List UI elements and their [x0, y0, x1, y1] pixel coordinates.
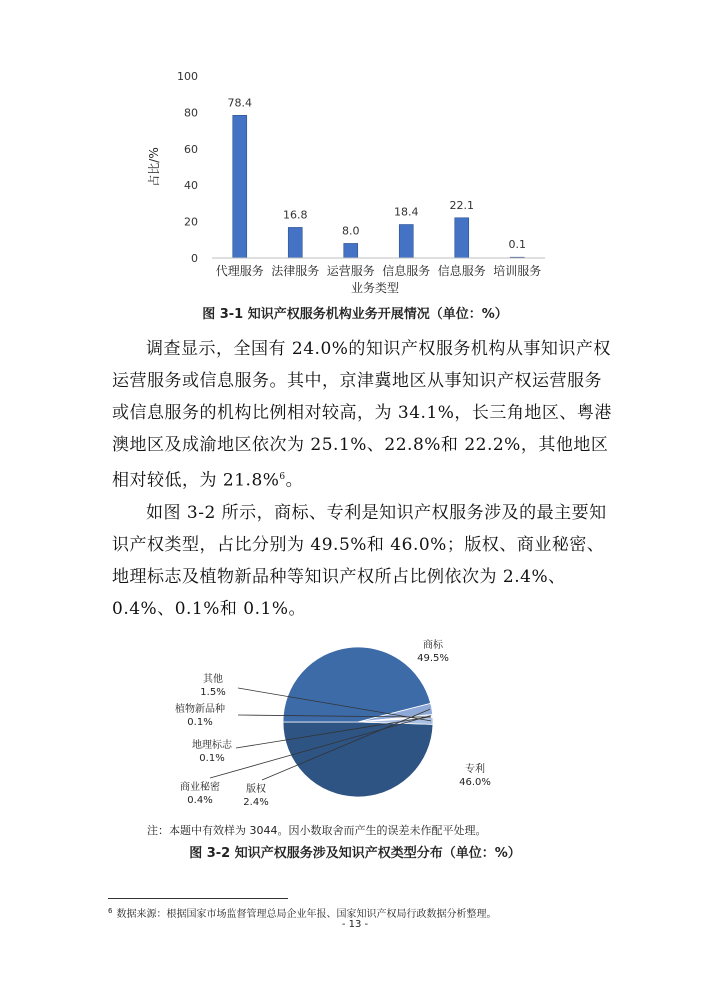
- paragraph-1: [112, 333, 612, 497]
- paragraph-1-text: 调查显示，全国有 24.0%的知识产权服务机构从事知识产权运营服务或信息服务。其中，京津冀地区从事知识产权运营服务或信息服务的机构比例相对较高，为 34.1%，长三角地区、粤港澳地区及成渝地区依次为 25.1%、22.8%和 22.2%，其他地区相对较低，为 21.8%: [112, 339, 612, 491]
- bar-data-label: 78.4: [227, 96, 252, 110]
- footnote: [108, 905, 496, 920]
- pie-slice-name: 其他: [203, 674, 223, 685]
- bar: [288, 227, 302, 258]
- footnote-divider: [108, 898, 288, 899]
- paragraph-2-text: 如图 3-2 所示，商标、专利是知识产权服务涉及的最主要知识产权类型，占比分别为 49.5%和 46.0%；版权、商业秘密、地理标志及植物新品种等知识产权所占比例依次为 2.4%、0.4%、0.1%和 0.1%。: [112, 503, 607, 619]
- bar: [399, 225, 413, 258]
- pie-slice-value: 49.5%: [417, 653, 449, 664]
- pie-slice: [283, 722, 433, 797]
- x-tick-label: 运营服务: [326, 264, 375, 278]
- bar-data-label: 0.1: [508, 238, 526, 252]
- y-tick-label: 0: [191, 252, 198, 265]
- x-axis-label: 业务类型: [350, 281, 400, 295]
- bar-series: [228, 96, 527, 258]
- footnote-text: 数据来源：根据国家市场监督管理总局企业年报、国家知识产权局行政数据分析整理。: [116, 909, 497, 920]
- pie-slice-name: 专利: [465, 764, 485, 775]
- bar-data-label: 22.1: [449, 198, 474, 212]
- x-axis: [212, 258, 545, 278]
- figure-caption-2: 图 3-2 知识产权服务涉及知识产权类型分布（单位：%）: [189, 846, 521, 861]
- page-number: - 13 -: [341, 919, 369, 930]
- y-axis: [177, 70, 198, 265]
- bar-data-label: 18.4: [394, 205, 419, 219]
- bar: [233, 115, 247, 258]
- y-tick-label: 60: [184, 142, 198, 156]
- chart-note: 注：本题中有效样为 3044。因小数取舍而产生的误差未作配平处理。: [147, 824, 487, 837]
- footnote-ref[interactable]: 6: [279, 472, 286, 482]
- x-tick-label: 法律服务: [271, 264, 320, 278]
- footnote-number: 6: [108, 906, 113, 915]
- figure-caption-1: 图 3-1 知识产权服务机构业务开展情况（单位：%）: [202, 307, 508, 322]
- bar-data-label: 16.8: [283, 208, 308, 222]
- pie-slice-value: 2.4%: [243, 797, 269, 808]
- y-axis-label: 占比/%: [147, 147, 161, 187]
- x-tick-label: 培训服务: [493, 264, 542, 278]
- y-tick-label: 100: [177, 70, 198, 83]
- pie-slice-value: 0.4%: [187, 795, 213, 806]
- pie-slices: [283, 647, 433, 797]
- bar-chart: [0, 0, 710, 300]
- x-tick-label: 信息服务: [382, 264, 431, 278]
- y-tick-label: 40: [184, 179, 198, 193]
- pie-slice-name: 植物新品种: [175, 704, 225, 715]
- pie-slice-name: 地理标志: [192, 740, 232, 751]
- y-tick-label: 80: [184, 106, 198, 120]
- paragraph-1-end: 。: [285, 470, 304, 491]
- bar: [344, 243, 358, 258]
- pie-slice-value: 46.0%: [459, 777, 491, 788]
- x-tick-label: 代理服务: [215, 264, 264, 278]
- pie-slice-name: 商标: [423, 640, 443, 651]
- pie-slice-name: 商业秘密: [180, 782, 220, 793]
- bar-data-label: 8.0: [342, 224, 360, 238]
- pie-chart: [0, 630, 710, 820]
- pie-slice-name: 版权: [246, 784, 266, 795]
- paragraph-2: [112, 497, 612, 625]
- pie-slice-value: 0.1%: [187, 717, 213, 728]
- pie-slice-value: 0.1%: [199, 753, 225, 764]
- x-tick-label: 信息服务: [437, 264, 486, 278]
- bar: [455, 218, 469, 258]
- pie-slice-value: 1.5%: [200, 687, 226, 698]
- y-tick-label: 20: [184, 215, 198, 229]
